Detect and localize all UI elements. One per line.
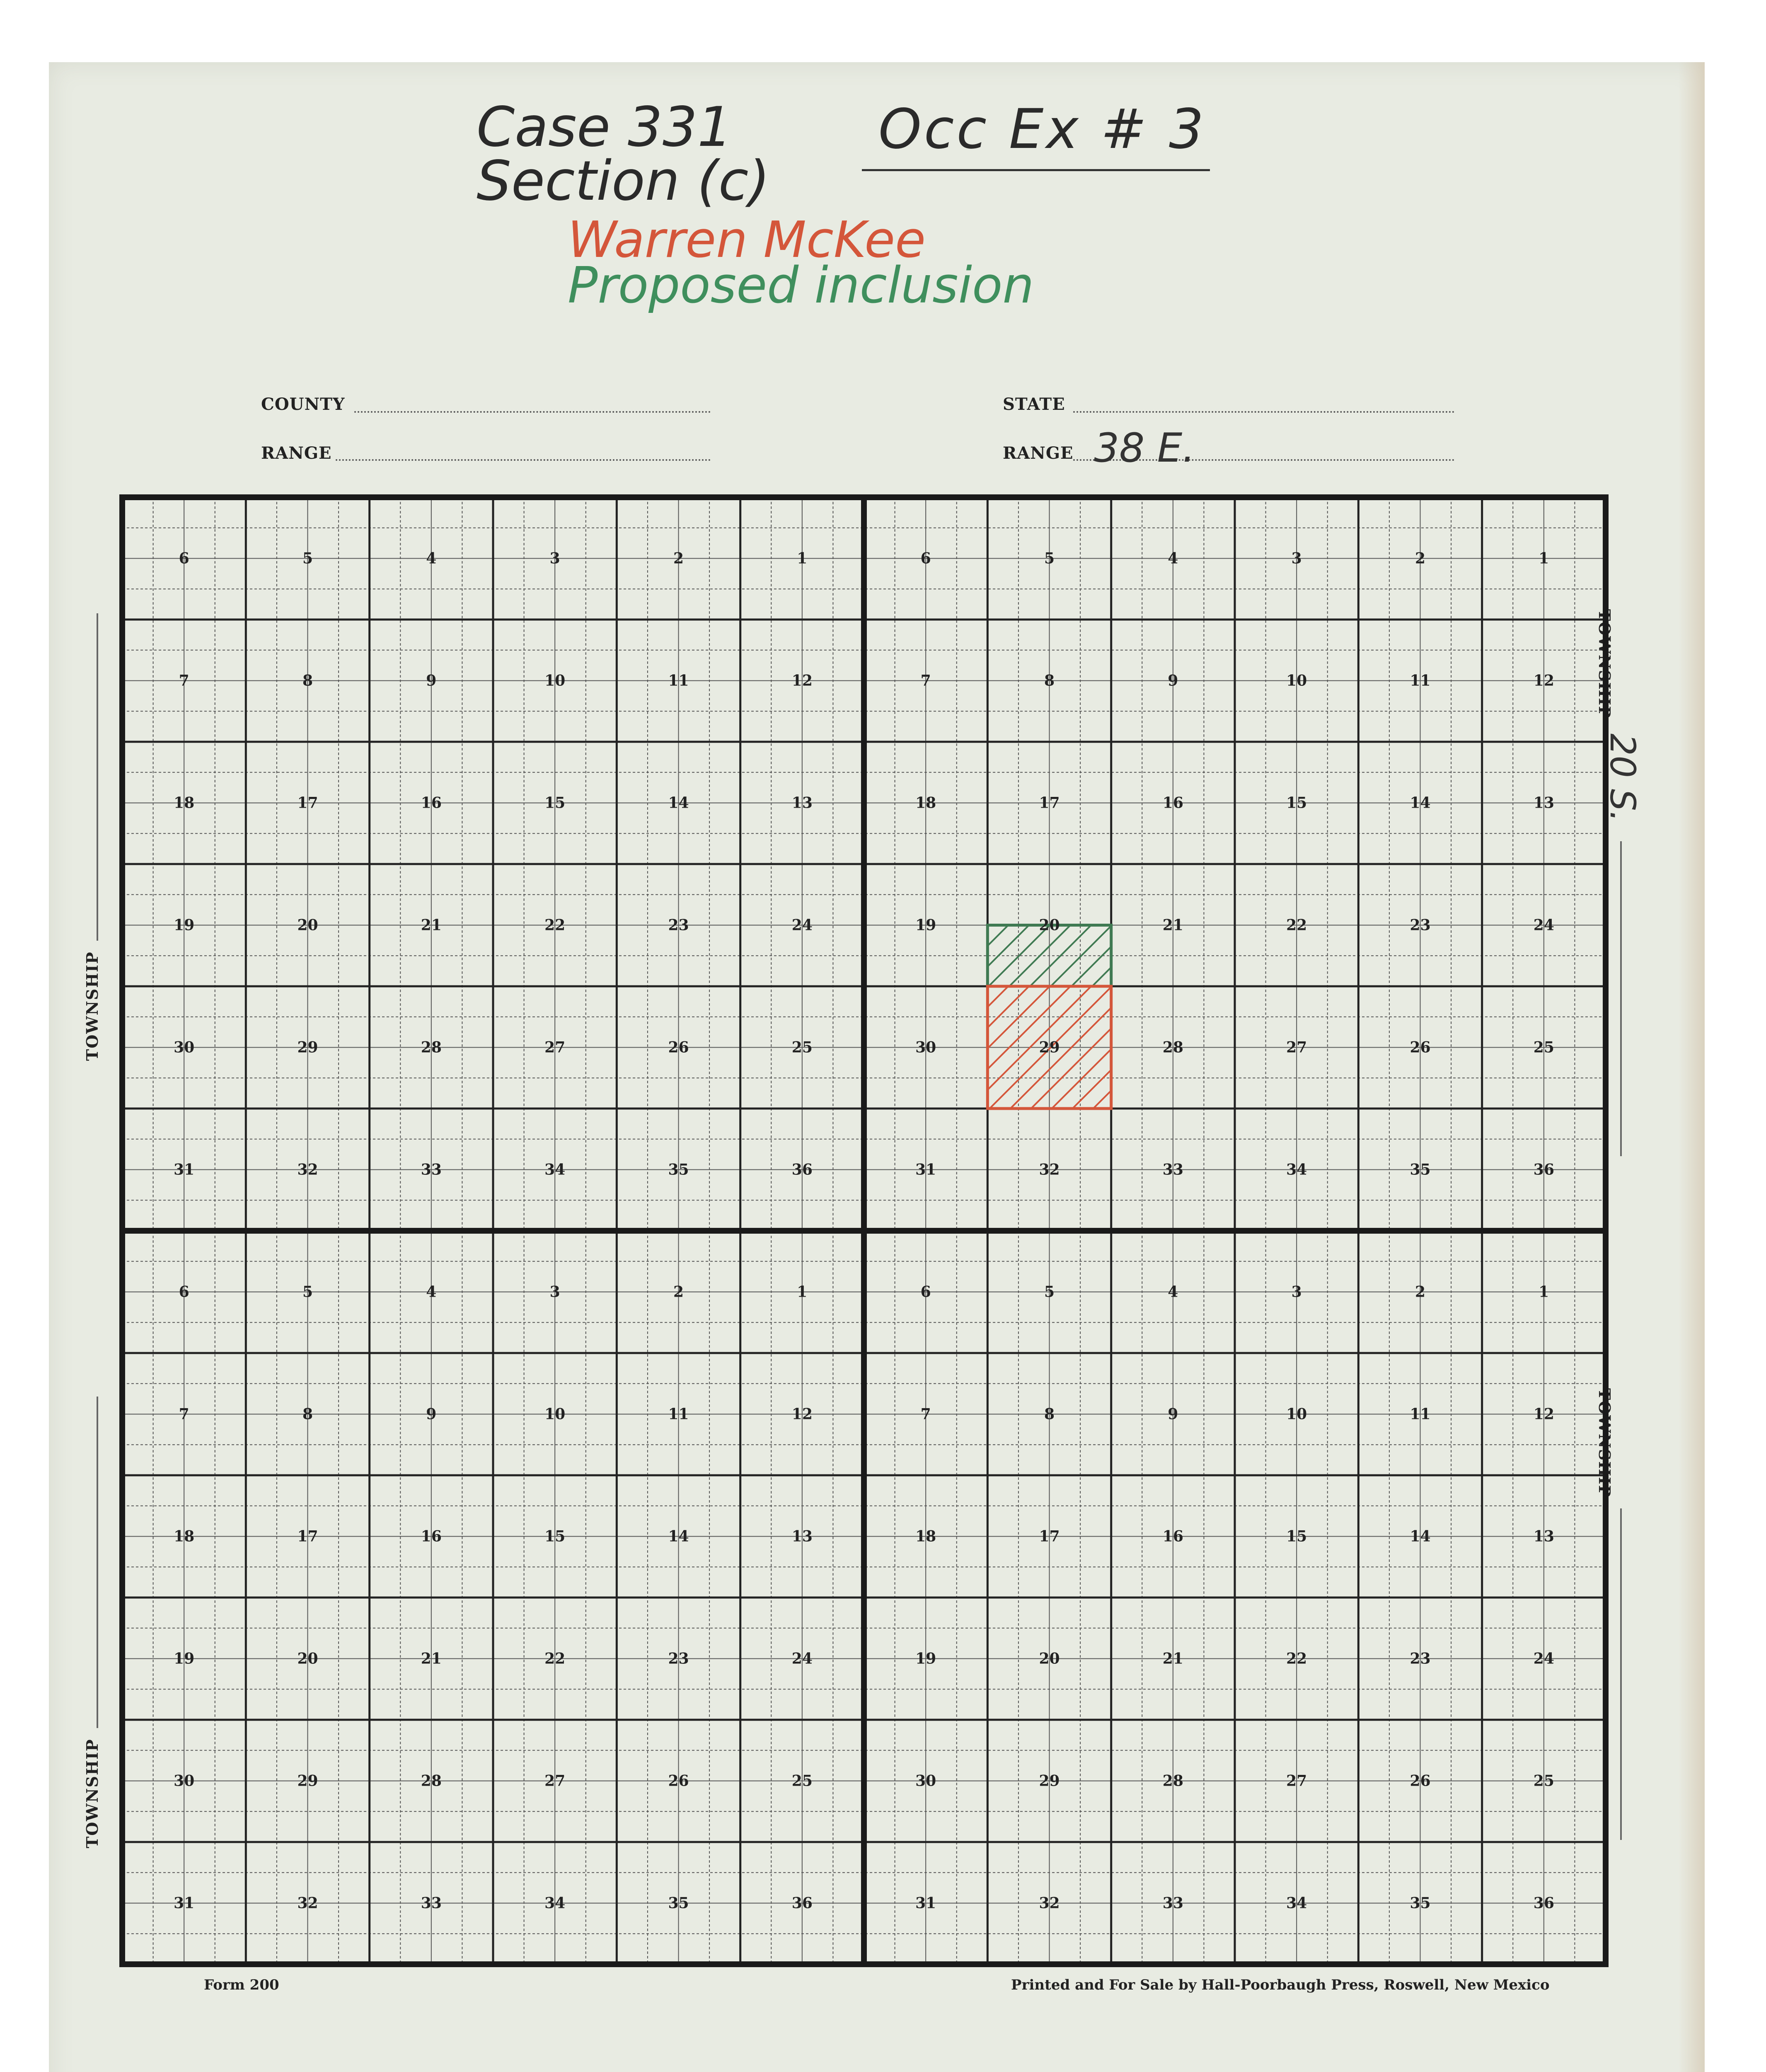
section-number: 29 bbox=[1039, 1038, 1060, 1056]
handwritten-section: Section (c) bbox=[477, 149, 770, 213]
section-number: 15 bbox=[1286, 1527, 1307, 1545]
section-number: 16 bbox=[421, 1527, 442, 1545]
section-number: 11 bbox=[668, 1405, 689, 1423]
section-number: 28 bbox=[1162, 1038, 1183, 1056]
section-number: 16 bbox=[421, 794, 442, 812]
section-number: 3 bbox=[549, 549, 560, 567]
section-number: 11 bbox=[1410, 672, 1431, 690]
section-number: 2 bbox=[1415, 1283, 1426, 1301]
section-number: 7 bbox=[920, 672, 931, 690]
section-number: 30 bbox=[915, 1038, 936, 1056]
section-number: 15 bbox=[544, 1527, 566, 1545]
section-number: 28 bbox=[421, 1038, 442, 1056]
section-number: 33 bbox=[1162, 1161, 1183, 1179]
section-number: 14 bbox=[668, 1527, 689, 1545]
section-number: 14 bbox=[1410, 794, 1431, 812]
section-number: 24 bbox=[1533, 1650, 1554, 1668]
section-number: 30 bbox=[174, 1772, 195, 1790]
section-number: 24 bbox=[791, 916, 813, 934]
section-number: 10 bbox=[544, 672, 566, 690]
township-field-right-top bbox=[1620, 841, 1622, 1156]
section-number: 36 bbox=[791, 1161, 813, 1179]
section-number: 5 bbox=[1044, 549, 1055, 567]
section-number: 9 bbox=[426, 1405, 437, 1423]
section-number: 27 bbox=[1286, 1038, 1307, 1056]
range-right-value: 38 E. bbox=[1094, 425, 1195, 471]
section-number: 7 bbox=[920, 1405, 931, 1423]
section-number: 4 bbox=[1168, 549, 1178, 567]
section-number: 26 bbox=[668, 1772, 689, 1790]
section-number: 33 bbox=[421, 1161, 442, 1179]
section-number: 36 bbox=[1533, 1161, 1554, 1179]
section-number: 13 bbox=[791, 1527, 813, 1545]
section-number: 30 bbox=[174, 1038, 195, 1056]
section-number: 29 bbox=[297, 1038, 318, 1056]
section-number: 29 bbox=[1039, 1772, 1060, 1790]
section-number: 6 bbox=[920, 1283, 931, 1301]
section-number: 4 bbox=[426, 1283, 437, 1301]
township-field-right-bottom bbox=[1620, 1508, 1622, 1840]
section-number: 25 bbox=[791, 1772, 813, 1790]
range-right-label: RANGE bbox=[1003, 443, 1074, 463]
section-number: 2 bbox=[673, 1283, 684, 1301]
section-number: 20 bbox=[297, 916, 318, 934]
handwritten-name: Warren McKee bbox=[568, 211, 926, 269]
section-number: 31 bbox=[915, 1894, 936, 1912]
exhibit-underline bbox=[862, 169, 1210, 171]
section-number: 2 bbox=[673, 549, 684, 567]
section-number: 35 bbox=[1410, 1894, 1431, 1912]
township-label-right-top: TOWNSHIP bbox=[1595, 609, 1614, 719]
section-number: 1 bbox=[797, 1283, 808, 1301]
section-number: 31 bbox=[174, 1894, 195, 1912]
section-number: 6 bbox=[920, 549, 931, 567]
section-number: 32 bbox=[1039, 1161, 1060, 1179]
section-number: 15 bbox=[544, 794, 566, 812]
section-number: 36 bbox=[1533, 1894, 1554, 1912]
section-number: 35 bbox=[668, 1161, 689, 1179]
section-number: 7 bbox=[179, 672, 189, 690]
township-label-left-bottom: TOWNSHIP bbox=[83, 1738, 102, 1848]
township-value-right-top: 20 S. bbox=[1602, 733, 1643, 822]
section-number: 20 bbox=[1039, 916, 1060, 934]
section-number: 36 bbox=[791, 1894, 813, 1912]
section-number: 9 bbox=[1168, 672, 1178, 690]
handwritten-exhibit: Occ Ex # 3 bbox=[878, 97, 1207, 161]
section-number: 27 bbox=[544, 1772, 566, 1790]
section-number: 10 bbox=[1286, 1405, 1307, 1423]
section-number: 17 bbox=[297, 1527, 318, 1545]
paper-stain bbox=[1678, 62, 1705, 2072]
section-number: 13 bbox=[1533, 1527, 1554, 1545]
section-number: 10 bbox=[1286, 672, 1307, 690]
section-number: 29 bbox=[297, 1772, 318, 1790]
section-number: 21 bbox=[421, 1650, 442, 1668]
section-number: 1 bbox=[1539, 1283, 1549, 1301]
section-number: 25 bbox=[1533, 1038, 1554, 1056]
section-number: 21 bbox=[1162, 916, 1183, 934]
section-number: 19 bbox=[174, 1650, 195, 1668]
state-field bbox=[1073, 411, 1454, 413]
section-number: 25 bbox=[1533, 1772, 1554, 1790]
state-label: STATE bbox=[1003, 395, 1065, 414]
section-number: 33 bbox=[421, 1894, 442, 1912]
section-number: 16 bbox=[1162, 1527, 1183, 1545]
section-number: 11 bbox=[1410, 1405, 1431, 1423]
section-number: 7 bbox=[179, 1405, 189, 1423]
section-number: 25 bbox=[791, 1038, 813, 1056]
range-left-field bbox=[336, 459, 711, 461]
section-number: 6 bbox=[179, 549, 189, 567]
printer-credit: Printed and For Sale by Hall-Poorbaugh Press, Roswell, New Mexico bbox=[1011, 1977, 1550, 1993]
section-number: 11 bbox=[668, 672, 689, 690]
section-number: 9 bbox=[1168, 1405, 1178, 1423]
section-number: 27 bbox=[544, 1038, 566, 1056]
section-number: 23 bbox=[668, 1650, 689, 1668]
section-number: 18 bbox=[174, 794, 195, 812]
section-number: 9 bbox=[426, 672, 437, 690]
section-number: 14 bbox=[1410, 1527, 1431, 1545]
section-number: 3 bbox=[1291, 549, 1302, 567]
section-number: 17 bbox=[297, 794, 318, 812]
section-number: 23 bbox=[668, 916, 689, 934]
section-number: 3 bbox=[1291, 1283, 1302, 1301]
section-number: 6 bbox=[179, 1283, 189, 1301]
section-number: 12 bbox=[791, 672, 813, 690]
section-number: 10 bbox=[544, 1405, 566, 1423]
section-number: 31 bbox=[174, 1161, 195, 1179]
section-number: 8 bbox=[1044, 1405, 1055, 1423]
section-number: 32 bbox=[297, 1894, 318, 1912]
section-number: 23 bbox=[1410, 916, 1431, 934]
section-number: 1 bbox=[1539, 549, 1549, 567]
section-number: 30 bbox=[915, 1772, 936, 1790]
section-number: 18 bbox=[174, 1527, 195, 1545]
section-number: 34 bbox=[1286, 1894, 1307, 1912]
section-number: 4 bbox=[426, 549, 437, 567]
section-number: 19 bbox=[915, 916, 936, 934]
section-number: 26 bbox=[1410, 1038, 1431, 1056]
section-number: 12 bbox=[791, 1405, 813, 1423]
section-number: 3 bbox=[549, 1283, 560, 1301]
section-number: 32 bbox=[297, 1161, 318, 1179]
section-number: 32 bbox=[1039, 1894, 1060, 1912]
township-borders bbox=[122, 497, 1606, 1964]
section-number: 34 bbox=[544, 1894, 566, 1912]
section-number: 28 bbox=[421, 1772, 442, 1790]
section-number: 5 bbox=[1044, 1283, 1055, 1301]
section-number: 21 bbox=[421, 916, 442, 934]
section-number: 24 bbox=[791, 1650, 813, 1668]
section-number: 18 bbox=[915, 794, 936, 812]
section-number: 2 bbox=[1415, 549, 1426, 567]
section-number: 34 bbox=[544, 1161, 566, 1179]
section-number: 26 bbox=[1410, 1772, 1431, 1790]
section-number: 8 bbox=[302, 672, 313, 690]
section-number: 1 bbox=[797, 549, 808, 567]
section-number: 26 bbox=[668, 1038, 689, 1056]
section-number: 17 bbox=[1039, 1527, 1060, 1545]
section-number: 28 bbox=[1162, 1772, 1183, 1790]
section-number: 16 bbox=[1162, 794, 1183, 812]
section-number: 19 bbox=[915, 1650, 936, 1668]
section-number: 8 bbox=[1044, 672, 1055, 690]
section-number: 15 bbox=[1286, 794, 1307, 812]
township-label-left-top: TOWNSHIP bbox=[83, 951, 102, 1061]
county-label: COUNTY bbox=[261, 395, 345, 414]
section-number: 18 bbox=[915, 1527, 936, 1545]
section-number: 31 bbox=[915, 1161, 936, 1179]
section-number: 17 bbox=[1039, 794, 1060, 812]
section-number: 22 bbox=[544, 1650, 566, 1668]
section-number: 5 bbox=[302, 549, 313, 567]
section-number: 35 bbox=[668, 1894, 689, 1912]
section-number: 12 bbox=[1533, 1405, 1554, 1423]
range-left-label: RANGE bbox=[261, 443, 332, 463]
section-number: 35 bbox=[1410, 1161, 1431, 1179]
form-number: Form 200 bbox=[204, 1977, 279, 1993]
section-number: 13 bbox=[791, 794, 813, 812]
section-number: 22 bbox=[544, 916, 566, 934]
section-number: 33 bbox=[1162, 1894, 1183, 1912]
section-number: 24 bbox=[1533, 916, 1554, 934]
township-grid-map bbox=[114, 489, 1614, 1968]
section-number: 4 bbox=[1168, 1283, 1178, 1301]
township-label-right-bottom: TOWNSHIP bbox=[1595, 1388, 1614, 1498]
township-field-left-bottom bbox=[97, 1397, 98, 1728]
section-number: 22 bbox=[1286, 916, 1307, 934]
handwritten-note: Proposed inclusion bbox=[568, 257, 1034, 315]
county-field bbox=[354, 411, 711, 413]
section-number: 22 bbox=[1286, 1650, 1307, 1668]
section-number: 27 bbox=[1286, 1772, 1307, 1790]
section-number: 13 bbox=[1533, 794, 1554, 812]
section-number: 8 bbox=[302, 1405, 313, 1423]
section-number: 20 bbox=[1039, 1650, 1060, 1668]
section-number: 23 bbox=[1410, 1650, 1431, 1668]
section-number: 12 bbox=[1533, 672, 1554, 690]
section-number: 21 bbox=[1162, 1650, 1183, 1668]
section-number: 5 bbox=[302, 1283, 313, 1301]
handwritten-case: Case 331 bbox=[477, 95, 732, 159]
section-number: 34 bbox=[1286, 1161, 1307, 1179]
section-number: 14 bbox=[668, 794, 689, 812]
section-number: 20 bbox=[297, 1650, 318, 1668]
township-field-left-top bbox=[97, 613, 98, 941]
section-number: 19 bbox=[174, 916, 195, 934]
